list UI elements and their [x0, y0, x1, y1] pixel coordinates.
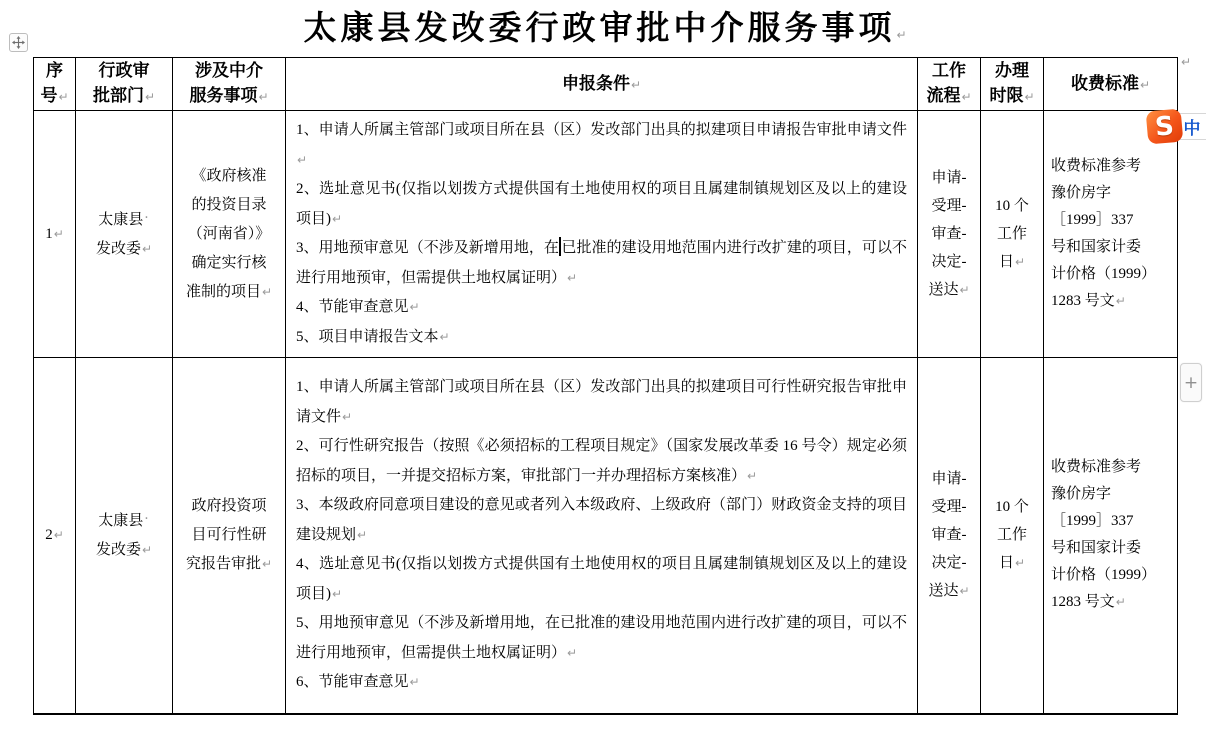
pilcrow-mark: ↵ — [357, 527, 368, 542]
pilcrow-mark: ↵ — [959, 584, 970, 599]
pilcrow-mark: ↵ — [141, 242, 153, 256]
paragraph-text: 1、申请人所属主管部门或项目所在县（区）发改部门出具的拟建项目可行性研究报告审批申请文件 — [296, 379, 907, 425]
cell-text: 送达 — [928, 282, 959, 298]
cell-text: 1283 号文 — [1051, 293, 1115, 309]
paragraph-text: 2、选址意见书(仅指以划拨方式提供国有土地使用权的项目且属建制镇规划区及以上的建设项目) — [296, 181, 907, 227]
pilcrow-mark: ↵ — [141, 543, 153, 558]
cell-text: 太康县 — [98, 513, 144, 530]
condition-paragraph — [296, 668, 907, 698]
cell-fee[interactable] — [1044, 358, 1178, 714]
condition-paragraph — [296, 116, 907, 175]
cell-time-limit[interactable] — [981, 358, 1044, 714]
col-header-workflow[interactable] — [918, 58, 981, 111]
cell-text: 行政审 — [98, 61, 150, 80]
condition-paragraph — [296, 491, 907, 550]
col-header-seq[interactable] — [34, 58, 76, 111]
cell-time-limit[interactable] — [981, 111, 1044, 358]
cell-text: 号和国家计委 — [1051, 239, 1142, 255]
pilcrow-mark: ↵ — [53, 528, 64, 543]
cell-text: 《政府核准 — [191, 167, 267, 184]
condition-paragraph — [296, 609, 907, 668]
cell-text: 申报条件 — [561, 73, 630, 93]
cell-text: 发改委 — [95, 542, 141, 559]
col-header-conditions[interactable] — [286, 58, 918, 111]
cell-text: ［1999］337 — [1051, 513, 1134, 530]
cell-text: 豫价房字 — [1051, 486, 1112, 503]
cell-text: 收费标准参考 — [1051, 158, 1142, 174]
pilcrow-mark: ↵ — [258, 90, 269, 104]
cell-service-item[interactable] — [173, 358, 286, 714]
cell-text: 受理- — [931, 499, 967, 516]
col-header-fee[interactable] — [1044, 58, 1178, 111]
pilcrow-mark: ↵ — [896, 28, 907, 42]
pilcrow-mark: ↵ — [1014, 556, 1026, 571]
cell-text: 计价格（1999） — [1051, 567, 1157, 584]
move-cross-icon — [12, 36, 25, 49]
cell-text: 究报告审批 — [185, 555, 261, 572]
sogou-logo-icon[interactable]: S — [1146, 109, 1184, 145]
pilcrow-mark: ↵ — [144, 90, 156, 104]
cell-text: 准制的项目 — [185, 283, 261, 300]
col-header-service-item[interactable] — [173, 58, 286, 111]
service-items-table — [33, 57, 1178, 715]
pilcrow-mark: ↵ — [53, 227, 64, 241]
paragraph-text: 5、用地预审意见（不涉及新增用地，在已批准的建设用地范围内进行改扩建的项目，可以不进行用地预审，但需提供土地权属证明） — [296, 615, 907, 661]
pilcrow-mark: ↵ — [1024, 90, 1035, 104]
table-body — [34, 111, 1178, 714]
cell-text: 受理- — [931, 198, 967, 214]
row-end-mark: ↵ — [1181, 55, 1192, 69]
cell-text: 办理 — [995, 61, 1029, 80]
condition-paragraph — [296, 323, 907, 353]
paragraph-text: 已批准的建设用地范围内进行改扩建的项目，可以不进行用地预审，但需提供土地权属证明） — [296, 240, 907, 286]
cell-text: 确定实行核 — [191, 254, 267, 271]
pilcrow-mark: ↵ — [567, 270, 578, 285]
cell-text: 审查- — [931, 527, 967, 544]
cell-conditions[interactable] — [286, 358, 918, 714]
table-row — [34, 111, 1178, 358]
pilcrow-mark: ↵ — [747, 468, 758, 483]
cell-text: ［1999］337 — [1051, 212, 1134, 228]
cell-text: 号和国家计委 — [1051, 540, 1142, 557]
ime-indicator[interactable] — [1147, 110, 1206, 143]
cell-text: 工作 — [932, 61, 966, 80]
paragraph-text: 3、用地预审意见（不涉及新增用地，在 — [296, 240, 559, 256]
cell-text: 2 — [45, 527, 53, 544]
pilcrow-mark: ↵ — [1014, 255, 1026, 269]
cell-text: 收费标准 — [1070, 73, 1139, 93]
space-mark: · — [144, 511, 149, 528]
paragraph-text: 4、节能审查意见 — [296, 299, 409, 315]
space-mark: · — [144, 210, 149, 226]
cell-text: 序 — [46, 61, 63, 80]
cell-text: 申请- — [931, 471, 967, 488]
plus-icon: + — [1183, 372, 1199, 393]
pilcrow-mark: ↵ — [342, 409, 353, 424]
paragraph-text: 3、本级政府同意项目建设的意见或者列入本级政府、上级政府（部门）财政资金支持的项目建设规划 — [296, 497, 907, 543]
cell-text: 涉及中介 — [195, 61, 263, 80]
paragraph-text: 5、项目申请报告文本 — [296, 328, 439, 345]
pilcrow-mark: ↵ — [630, 77, 642, 92]
cell-text: 号 — [40, 86, 58, 105]
insert-row-button[interactable] — [1180, 363, 1202, 402]
table-header — [34, 58, 1178, 111]
cell-text: 计价格（1999） — [1051, 266, 1157, 282]
paragraph-text: 4、选址意见书(仅指以划拨方式提供国有土地使用权的项目且属建制镇规划区及以上的建设项目) — [296, 556, 907, 602]
cell-text: 1 — [45, 226, 53, 242]
cell-seq[interactable] — [34, 358, 76, 714]
cell-department[interactable] — [76, 358, 173, 714]
pilcrow-mark: ↵ — [409, 675, 420, 689]
cell-conditions[interactable] — [286, 111, 918, 358]
cell-text: 工作 — [996, 226, 1027, 242]
cell-department[interactable] — [76, 111, 173, 358]
cell-text: 豫价房字 — [1051, 185, 1112, 201]
cell-text: 申请- — [931, 170, 967, 186]
pilcrow-mark: ↵ — [332, 586, 343, 601]
cell-service-item[interactable] — [173, 111, 286, 358]
cell-text: （河南省）》 — [187, 225, 271, 242]
pilcrow-mark: ↵ — [1115, 595, 1126, 610]
pilcrow-mark: ↵ — [1139, 77, 1151, 92]
paragraph-text: 6、节能审查意见 — [296, 674, 409, 690]
cell-text: 审查- — [931, 226, 967, 242]
cell-text: 决定- — [931, 555, 967, 572]
cell-text: 日 — [998, 555, 1014, 572]
cell-workflow[interactable] — [918, 111, 981, 358]
header-row — [34, 58, 1178, 111]
pilcrow-mark: ↵ — [567, 645, 578, 660]
pilcrow-mark: ↵ — [439, 329, 450, 344]
table-row — [34, 358, 1178, 714]
cell-text: 政府投资项 — [191, 497, 267, 514]
pilcrow-mark: ↵ — [959, 283, 970, 297]
cell-text: 10 个 — [995, 499, 1029, 516]
cell-text: 1283 号文 — [1051, 594, 1115, 611]
ime-chinese-mode-toggle[interactable]: 中 — [1176, 113, 1206, 140]
condition-paragraph — [296, 373, 907, 432]
condition-paragraph — [296, 550, 907, 609]
condition-paragraph — [296, 175, 907, 234]
pilcrow-mark: ↵ — [261, 556, 273, 571]
cell-fee[interactable] — [1044, 111, 1178, 358]
cell-text: 决定- — [931, 254, 967, 270]
cell-text: 发改委 — [95, 241, 141, 257]
col-header-time-limit[interactable] — [981, 58, 1044, 111]
page-title[interactable]: 太康县发改委行政审批中介服务事项 — [303, 8, 896, 47]
pilcrow-mark: ↵ — [961, 90, 972, 104]
condition-paragraph — [296, 432, 907, 491]
cell-text: 的投资目录 — [191, 196, 267, 213]
cell-text: 送达 — [928, 583, 959, 600]
cell-text: 服务事项 — [189, 86, 258, 105]
condition-paragraph — [296, 234, 907, 293]
pilcrow-mark: ↵ — [58, 90, 69, 104]
pilcrow-mark: ↵ — [261, 284, 273, 299]
paragraph-text: 1、申请人所属主管部门或项目所在县（区）发改部门出具的拟建项目申请报告审批申请文件 — [296, 122, 907, 138]
cell-text: 流程 — [926, 86, 961, 105]
cell-seq[interactable] — [34, 111, 76, 358]
cell-text: 收费标准参考 — [1051, 459, 1142, 476]
condition-paragraph — [296, 293, 907, 323]
cell-text: 时限 — [989, 86, 1024, 105]
cell-text: 日 — [998, 254, 1014, 270]
pilcrow-mark: ↵ — [1115, 294, 1126, 308]
cell-text: 10 个 — [995, 198, 1029, 214]
cell-workflow[interactable] — [918, 358, 981, 714]
cell-text: 太康县 — [98, 212, 144, 228]
col-header-department[interactable] — [76, 58, 173, 111]
pilcrow-mark: ↵ — [297, 152, 308, 167]
table-move-handle[interactable] — [9, 33, 28, 52]
cell-text: 工作 — [996, 527, 1027, 544]
paragraph-text: 2、可行性研究报告（按照《必须招标的工程项目规定》（国家发展改革委 16 号令）规定必须招标的项目，一并提交招标方案，审批部门一并办理招标方案核准） — [296, 438, 907, 484]
cell-text: 批部门 — [92, 86, 144, 105]
document-title-line — [33, 4, 1177, 59]
pilcrow-mark: ↵ — [409, 300, 420, 314]
pilcrow-mark: ↵ — [332, 211, 343, 226]
cell-text: 目可行性研 — [191, 526, 267, 543]
